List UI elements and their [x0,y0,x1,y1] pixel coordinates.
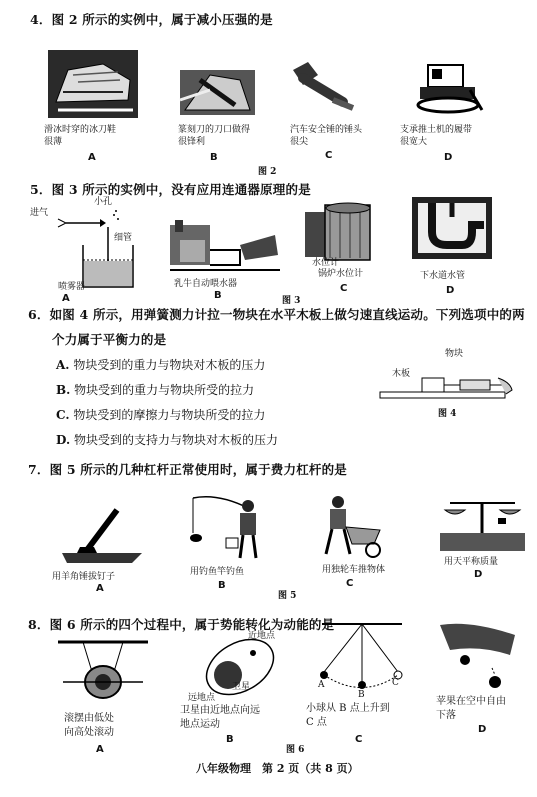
q6-option-b-text: 物块受到的重力与物块所受的拉力 [74,383,255,397]
carving-knife-image [180,60,255,120]
q4-caption-c: 汽车安全锤的锤头 很尖 [290,125,363,147]
q8-caption-c: 小球从 B 点上升到 C 点 [306,703,390,728]
q4-letter-d: D [444,152,453,163]
q4-letter-a: A [88,152,96,163]
q5-letter-d: D [446,285,455,296]
q7-caption-d: 用天平称质量 [444,557,499,567]
q7-letter-c: C [346,578,354,589]
q6-stem-line2: 个力属于平衡力的是 [52,332,167,347]
q6-option-b [56,381,254,398]
q8-stem: 8．图 6 所示的四个过程中，属于势能转化为动能的是 [28,617,335,632]
q6-option-c-letter: C. [56,408,70,422]
q6-option-c [56,406,265,423]
q4-caption-d: 支承推土机的履带 很宽大 [400,125,473,147]
q8-caption-b: 卫星由近地点向远 地点运动 [180,705,260,730]
ice-skate-image [48,50,138,120]
q6-option-d [56,431,278,448]
q8-letter-b: B [226,734,234,745]
q7-caption-a: 用羊角锤拔钉子 [52,572,116,582]
sewer-pipe-image [412,197,492,262]
q7-caption-c: 用独轮车推物体 [322,565,386,575]
q4-figure-label: 图 2 [258,167,277,177]
q4-stem: 4．图 2 所示的实例中，属于减小压强的是 [30,12,273,27]
balance-scale-image [440,488,525,553]
q8-letter-a: A [96,744,104,755]
q7-stem: 7．图 5 所示的几种杠杆正常使用时，属于费力杠杆的是 [28,462,347,477]
q6-figure-label: 图 4 [438,409,457,419]
cattle-feeder-image [170,215,280,275]
q7-letter-b: B [218,580,226,591]
q6-option-a [56,356,265,373]
q6-label-board: 木板 [392,369,411,379]
q7-figure-label: 图 5 [278,591,297,601]
q5-figure-label: 图 3 [282,296,301,306]
q6-option-a-text: 物块受到的重力与物块对木板的压力 [73,358,266,372]
q5-label-hole: 小孔 [94,197,113,207]
q6-option-c-text: 物块受到的摩擦力与物块所受的拉力 [73,408,266,422]
q6-option-d-text: 物块受到的支持力与物块对木板的压力 [73,433,278,447]
q8-label-point-a: A [318,680,325,690]
claw-hammer-image [62,505,142,565]
q5-caption-a: 喷雾器 [58,282,86,292]
q6-label-block: 物块 [445,349,464,359]
fishing-image [188,488,278,563]
q6-option-a-letter: A. [56,358,70,372]
q5-stem: 5．图 3 所示的实例中，没有应用连通器原理的是 [30,182,311,197]
q5-letter-c: C [340,283,348,294]
q7-caption-b: 用钓鱼竿钓鱼 [190,567,245,577]
q4-caption-a: 滑冰时穿的冰刀鞋 很薄 [44,125,117,147]
q4-letter-b: B [210,152,218,163]
q5-caption-b: 乳牛自动喂水器 [174,279,238,289]
q8-label-perigee: 近地点 [248,631,276,641]
safety-hammer-image [288,60,358,115]
q8-letter-c: C [355,734,363,745]
q4-caption-b: 篆刻刀的刀口做得 很锋利 [178,125,251,147]
wheelbarrow-image [318,492,393,562]
q8-caption-d: 苹果在空中自由 下落 [436,696,506,721]
q5-letter-b: B [214,290,222,301]
q5-caption-d: 下水道水管 [420,271,466,281]
q7-letter-d: D [474,569,483,580]
q8-label-apogee: 远地点 [188,693,216,703]
q5-caption-c: 锅炉水位计 [318,269,364,279]
q5-label-gauge: 水位计 [312,258,340,268]
q8-label-satellite: 卫星 [232,682,251,692]
spring-scale-figure [380,360,520,405]
q8-letter-d: D [478,724,487,735]
q4-letter-c: C [325,150,333,161]
maxwell-pendulum-image [58,640,148,715]
q7-letter-a: A [96,583,104,594]
q5-label-inlet: 进气 [30,208,49,218]
q6-option-d-letter: D. [56,433,71,447]
falling-apple-image [440,620,520,690]
q8-label-point-b: B [358,690,365,700]
q5-letter-a: A [62,293,70,304]
page-footer: 八年级物理 第 2 页（共 8 页） [196,762,359,775]
q5-label-tube: 细管 [114,233,133,243]
q8-label-point-c: C [392,678,399,688]
q8-caption-a: 滚摆由低处 向高处滚动 [64,713,114,738]
q6-stem-line1: 6．如图 4 所示，用弹簧测力计拉一物块在水平木板上做匀速直线运动。下列选项中的两 [28,307,525,322]
q8-figure-label: 图 6 [286,745,305,755]
bulldozer-image [410,55,485,115]
q6-option-b-letter: B. [56,383,71,397]
